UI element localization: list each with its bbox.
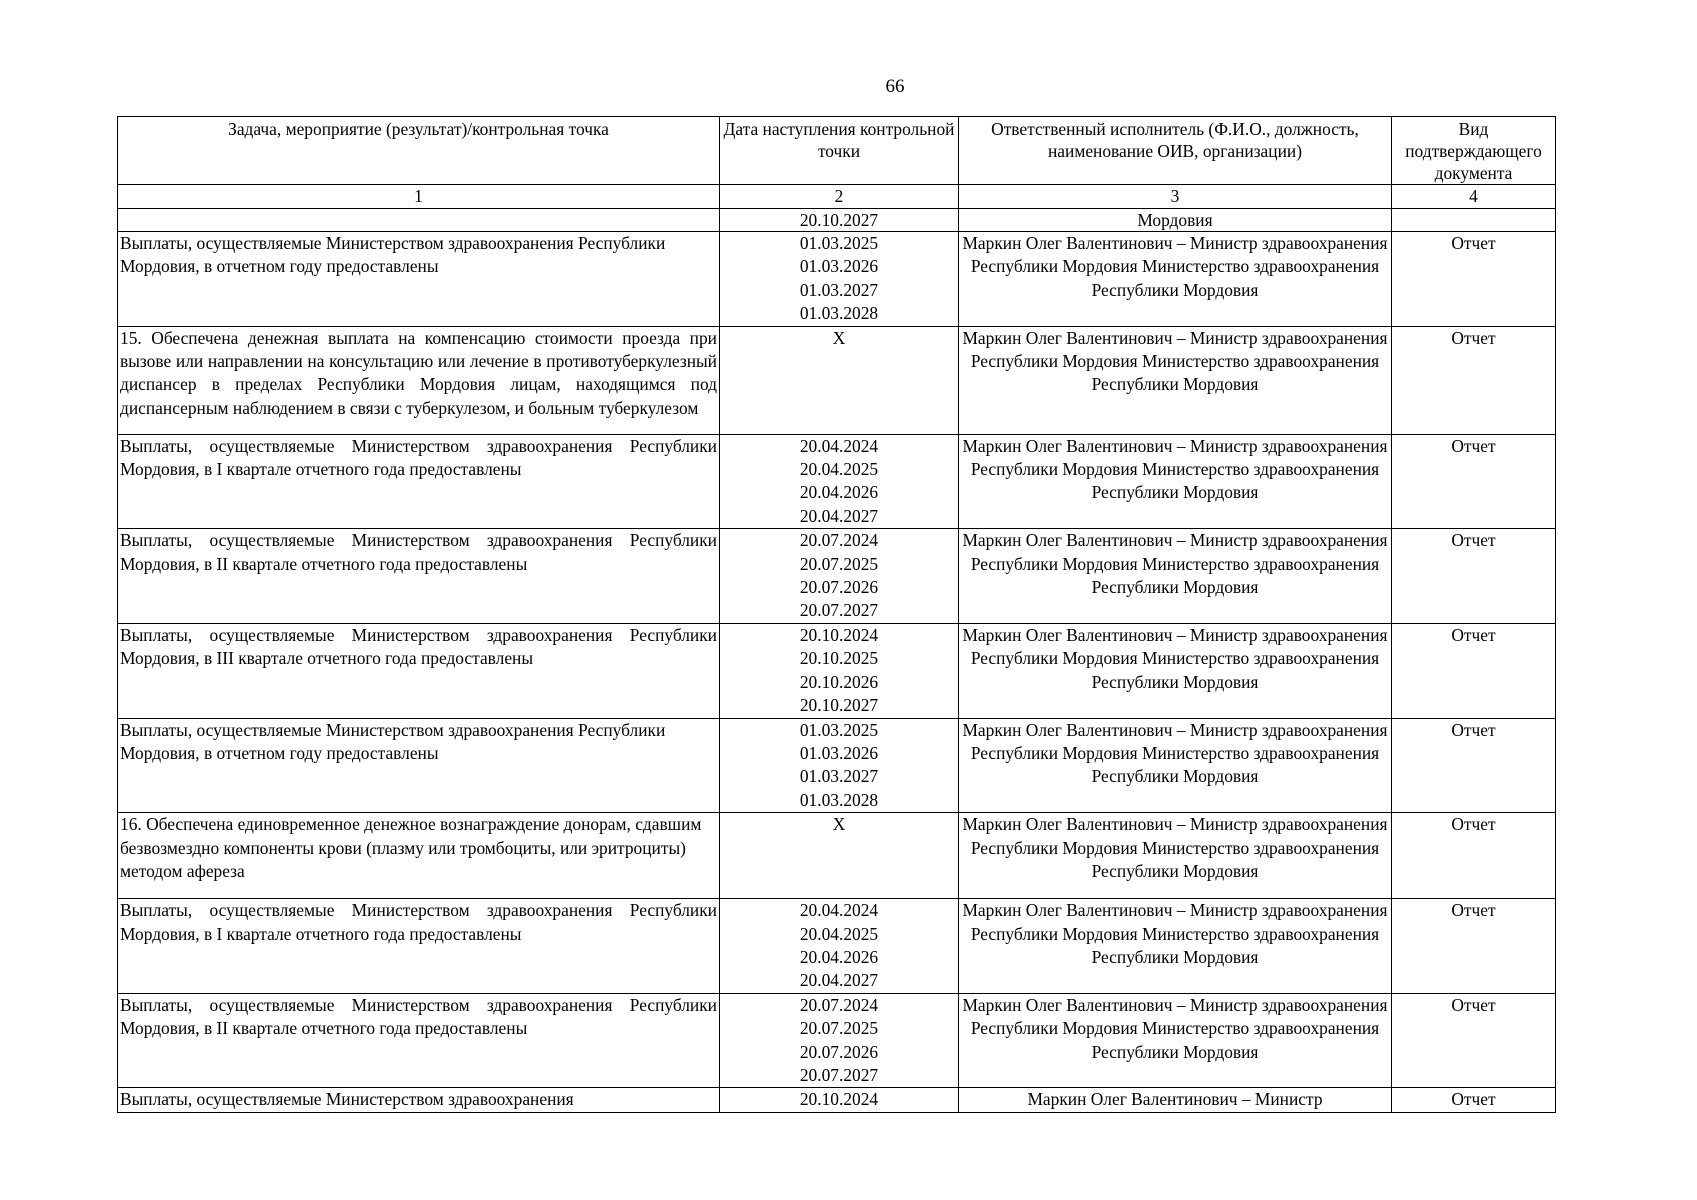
control-date: 20.07.2024 <box>799 530 879 551</box>
date-cell <box>720 623 959 718</box>
control-date: 01.03.2027 <box>799 766 879 787</box>
control-date: 20.04.2026 <box>799 946 879 967</box>
control-date: 01.03.2026 <box>799 256 879 277</box>
control-points-table <box>117 116 1556 1113</box>
table-row <box>118 813 1556 899</box>
control-date: 20.04.2025 <box>799 459 879 480</box>
executor-cell: Маркин Олег Валентинович – Министр здравоохранения Республики Мордовия Министерство здравоохранения Республики Мордовия <box>959 326 1392 434</box>
control-date: 01.03.2028 <box>799 303 879 324</box>
header-date: Дата наступления контрольной точки <box>720 117 959 185</box>
document-type-cell: Отчет <box>1392 813 1556 899</box>
control-date: 20.10.2027 <box>799 695 879 716</box>
control-date: 20.04.2024 <box>799 435 879 456</box>
executor-cell: Маркин Олег Валентинович – Министр здравоохранения Республики Мордовия Министерство здравоохранения Республики Мордовия <box>959 232 1392 327</box>
task-cell: Выплаты, осуществляемые Министерством здравоохранения Республики Мордовия, в I квартале отчетного года предоставлены <box>118 899 720 994</box>
control-date: 01.03.2028 <box>799 789 879 810</box>
executor-cell: Маркин Олег Валентинович – Министр здравоохранения Республики Мордовия Министерство здравоохранения Республики Мордовия <box>959 813 1392 899</box>
document-type-cell: Отчет <box>1392 232 1556 327</box>
control-date: 20.04.2027 <box>799 970 879 991</box>
control-date: 20.07.2024 <box>799 994 879 1015</box>
table-row <box>118 993 1556 1088</box>
control-date: 20.07.2026 <box>799 577 879 598</box>
document-type-cell: Отчет <box>1392 529 1556 624</box>
page-number: 66 <box>885 76 905 97</box>
table-row <box>118 326 1556 434</box>
table-row <box>118 623 1556 718</box>
date-cell <box>720 899 959 994</box>
document-type-cell: Отчет <box>1392 623 1556 718</box>
date-cell <box>720 718 959 813</box>
table-row <box>118 232 1556 327</box>
control-date: 20.10.2025 <box>799 648 879 669</box>
continuation-executor: Мордовия <box>959 209 1392 232</box>
control-date: 20.07.2027 <box>799 600 879 621</box>
executor-cell: Маркин Олег Валентинович – Министр здравоохранения Республики Мордовия Министерство здравоохранения Республики Мордовия <box>959 899 1392 994</box>
document-type-cell: Отчет <box>1392 434 1556 529</box>
control-date: 20.07.2027 <box>799 1064 879 1085</box>
continuation-row <box>118 209 1556 232</box>
column-number-3: 3 <box>959 185 1392 209</box>
table-body <box>118 117 1556 1113</box>
executor-cell: Маркин Олег Валентинович – Министр здравоохранения Республики Мордовия Министерство здравоохранения Республики Мордовия <box>959 718 1392 813</box>
header-task: Задача, мероприятие (результат)/контрольная точка <box>118 117 720 185</box>
table-row <box>118 899 1556 994</box>
document-type-cell: Отчет <box>1392 718 1556 813</box>
control-date: 20.04.2027 <box>799 505 879 526</box>
control-date: 20.07.2025 <box>799 1018 879 1039</box>
executor-cell: Маркин Олег Валентинович – Министр здравоохранения Республики Мордовия Министерство здравоохранения Республики Мордовия <box>959 623 1392 718</box>
date-cell <box>720 993 959 1088</box>
task-cell: Выплаты, осуществляемые Министерством здравоохранения Республики Мордовия, в III квартале отчетного года предоставлены <box>118 623 720 718</box>
document-type-cell: Отчет <box>1392 1088 1556 1112</box>
task-cell: 16. Обеспечена единовременное денежное вознаграждение донорам, сдавшим безвозмездно компоненты крови (плазму или тромбоциты, или эритроциты) методом афереза <box>118 813 720 899</box>
column-number-row <box>118 185 1556 209</box>
table-header-row <box>118 117 1556 185</box>
date-cell <box>720 434 959 529</box>
executor-cell: Маркин Олег Валентинович – Министр здравоохранения Республики Мордовия Министерство здравоохранения Республики Мордовия <box>959 434 1392 529</box>
executor-cell: Маркин Олег Валентинович – Министр <box>959 1088 1392 1112</box>
column-number-1: 1 <box>118 185 720 209</box>
document-type-cell: Отчет <box>1392 899 1556 994</box>
control-date: 20.04.2024 <box>799 900 879 921</box>
document-type-cell: Отчет <box>1392 993 1556 1088</box>
task-cell: Выплаты, осуществляемые Министерством здравоохранения Республики Мордовия, в отчетном году предоставлены <box>118 718 720 813</box>
header-executor: Ответственный исполнитель (Ф.И.О., должность, наименование ОИВ, организации) <box>959 117 1392 185</box>
control-date: Х <box>832 814 846 835</box>
control-date: 01.03.2026 <box>799 742 879 763</box>
date-cell <box>720 326 959 434</box>
task-cell: Выплаты, осуществляемые Министерством здравоохранения Республики Мордовия, в отчетном году предоставлены <box>118 232 720 327</box>
column-number-2: 2 <box>720 185 959 209</box>
continuation-task <box>118 209 720 232</box>
control-date: 20.10.2026 <box>799 671 879 692</box>
task-cell: 15. Обеспечена денежная выплата на компенсацию стоимости проезда при вызове или направлении на консультацию или лечение в противотуберкулезный диспансер в пределах Республики Мордовия лицам, находящимся под диспансерным наблюдением в связи с туберкулезом, и больным туберкулезом <box>118 326 720 434</box>
control-date: 20.04.2026 <box>799 482 879 503</box>
table-row <box>118 1088 1556 1112</box>
document-type-cell: Отчет <box>1392 326 1556 434</box>
continuation-document <box>1392 209 1556 232</box>
table-row <box>118 434 1556 529</box>
date-cell <box>720 1088 959 1112</box>
control-date: 20.10.2024 <box>799 1089 879 1110</box>
task-cell: Выплаты, осуществляемые Министерством здравоохранения <box>118 1088 720 1112</box>
header-document: Вид подтверждающего документа <box>1392 117 1556 185</box>
control-date: 01.03.2025 <box>799 719 879 740</box>
table-row <box>118 718 1556 813</box>
control-date: 20.10.2024 <box>799 624 879 645</box>
date-cell <box>720 813 959 899</box>
continuation-date: 20.10.2027 <box>720 209 959 232</box>
task-cell: Выплаты, осуществляемые Министерством здравоохранения Республики Мордовия, в II квартале отчетного года предоставлены <box>118 993 720 1088</box>
control-date: 01.03.2025 <box>799 233 879 253</box>
executor-cell: Маркин Олег Валентинович – Министр здравоохранения Республики Мордовия Министерство здравоохранения Республики Мордовия <box>959 529 1392 624</box>
date-cell <box>720 529 959 624</box>
control-date: Х <box>832 327 846 348</box>
column-number-4: 4 <box>1392 185 1556 209</box>
table-row <box>118 529 1556 624</box>
task-cell: Выплаты, осуществляемые Министерством здравоохранения Республики Мордовия, в I квартале отчетного года предоставлены <box>118 434 720 529</box>
executor-cell: Маркин Олег Валентинович – Министр здравоохранения Республики Мордовия Министерство здравоохранения Республики Мордовия <box>959 993 1392 1088</box>
control-date: 20.07.2026 <box>799 1041 879 1062</box>
date-cell <box>720 232 959 327</box>
control-date: 20.04.2025 <box>799 923 879 944</box>
control-date: 20.07.2025 <box>799 553 879 574</box>
control-date: 01.03.2027 <box>799 279 879 300</box>
task-cell: Выплаты, осуществляемые Министерством здравоохранения Республики Мордовия, в II квартале отчетного года предоставлены <box>118 529 720 624</box>
